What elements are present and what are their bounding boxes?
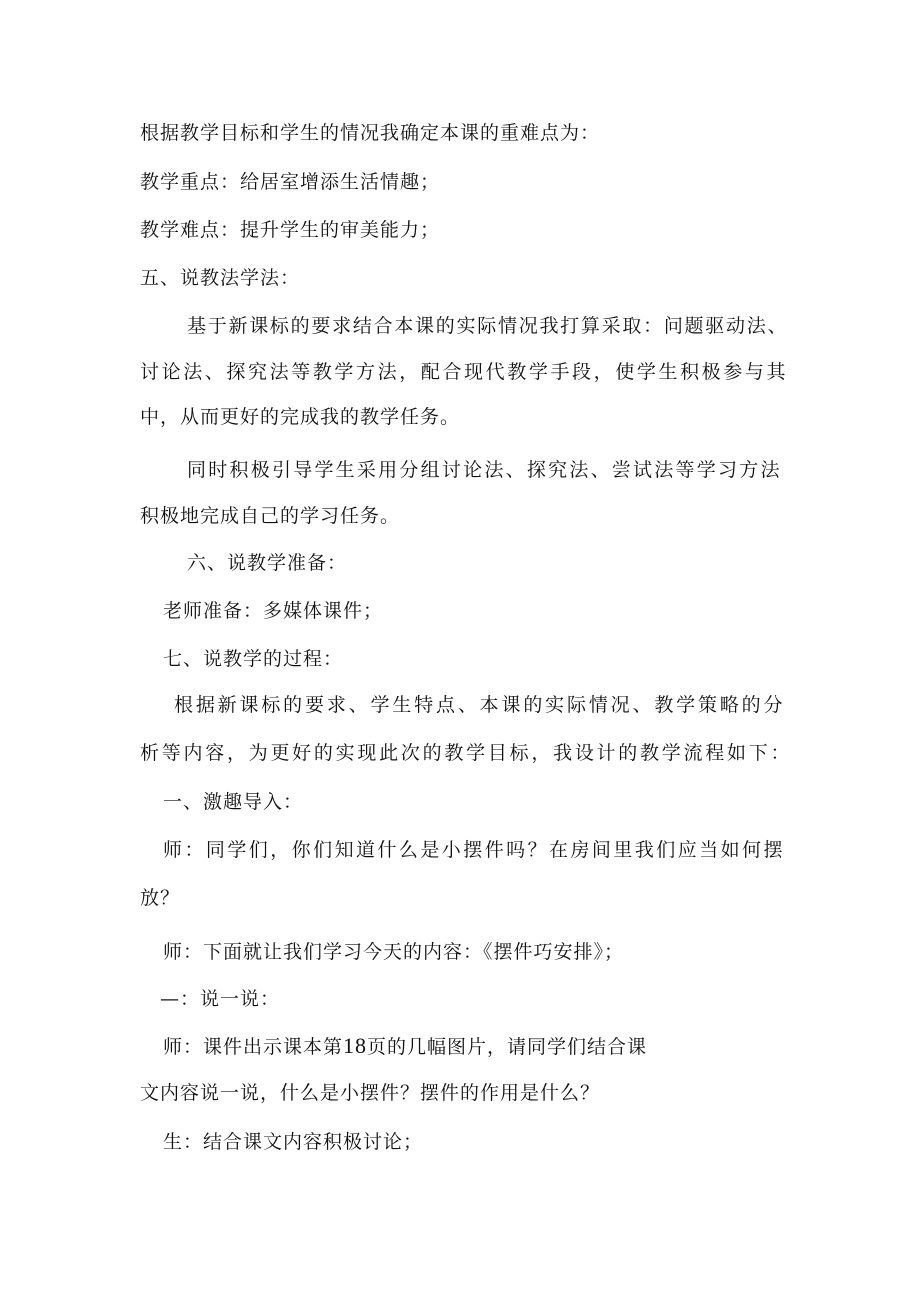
paragraph-learning-methods-line-1: 同时积极引导学生采用分组讨论法、探究法、尝试法等学习方法: [187, 459, 780, 481]
section-heading-introduction: 一、激趣导入：: [163, 791, 304, 813]
dialogue-teacher-question-line-1: 师：同学们，你们知道什么是小摆件吗？在房间里我们应当如何摆: [163, 839, 783, 861]
section-heading-methods: 五、说教法学法：: [140, 267, 301, 289]
paragraph-teacher-preparation: 老师准备：多媒体课件；: [163, 600, 384, 622]
dialogue-teacher-courseware: [163, 1034, 647, 1059]
dialogue-teacher-courseware-part-1: 师：课件出示课本第: [163, 1036, 344, 1058]
paragraph-learning-methods-line-2: 积极地完成自己的学习任务。: [140, 505, 401, 527]
paragraph-teaching-focus: 教学重点：给居室增添生活情趣；: [140, 171, 441, 193]
paragraph-methods-line-2: 讨论法、探究法等教学方法，配合现代教学手段，使学生积极参与其: [140, 361, 786, 383]
dialogue-teacher-question-line-2: 放？: [140, 887, 181, 909]
dialogue-teacher-courseware-part-2: 页的几幅图片，请同学们结合课: [367, 1036, 648, 1058]
section-heading-preparation: 六、说教学准备：: [187, 552, 348, 574]
dialogue-student-response: 生：结合课文内容积极讨论；: [163, 1131, 424, 1153]
paragraph-teaching-difficulty: 教学难点：提升学生的审美能力；: [140, 219, 441, 241]
paragraph-methods-line-3: 中，从而更好的完成我的教学任务。: [140, 406, 461, 428]
paragraph-process-line-2: 析等内容，为更好的实现此次的教学目标，我设计的教学流程如下：: [140, 742, 790, 764]
page-number-value: 18: [343, 1033, 368, 1058]
paragraph-key-points-intro: 根据教学目标和学生的情况我确定本课的重难点为：: [140, 122, 601, 144]
dialogue-teacher-courseware-line-2: 文内容说一说，什么是小摆件？摆件的作用是什么？: [140, 1082, 601, 1104]
paragraph-methods-line-1: 基于新课标的要求结合本课的实际情况我打算采取：问题驱动法、: [187, 315, 787, 337]
paragraph-process-line-1: 根据新课标的要求、学生特点、本课的实际情况、教学策略的分: [174, 694, 783, 716]
section-heading-process: 七、说教学的过程：: [163, 648, 344, 670]
section-heading-say: —：说一说：: [160, 988, 281, 1010]
dialogue-teacher-topic: 师：下面就让我们学习今天的内容：《摆件巧安排》；: [163, 941, 625, 963]
